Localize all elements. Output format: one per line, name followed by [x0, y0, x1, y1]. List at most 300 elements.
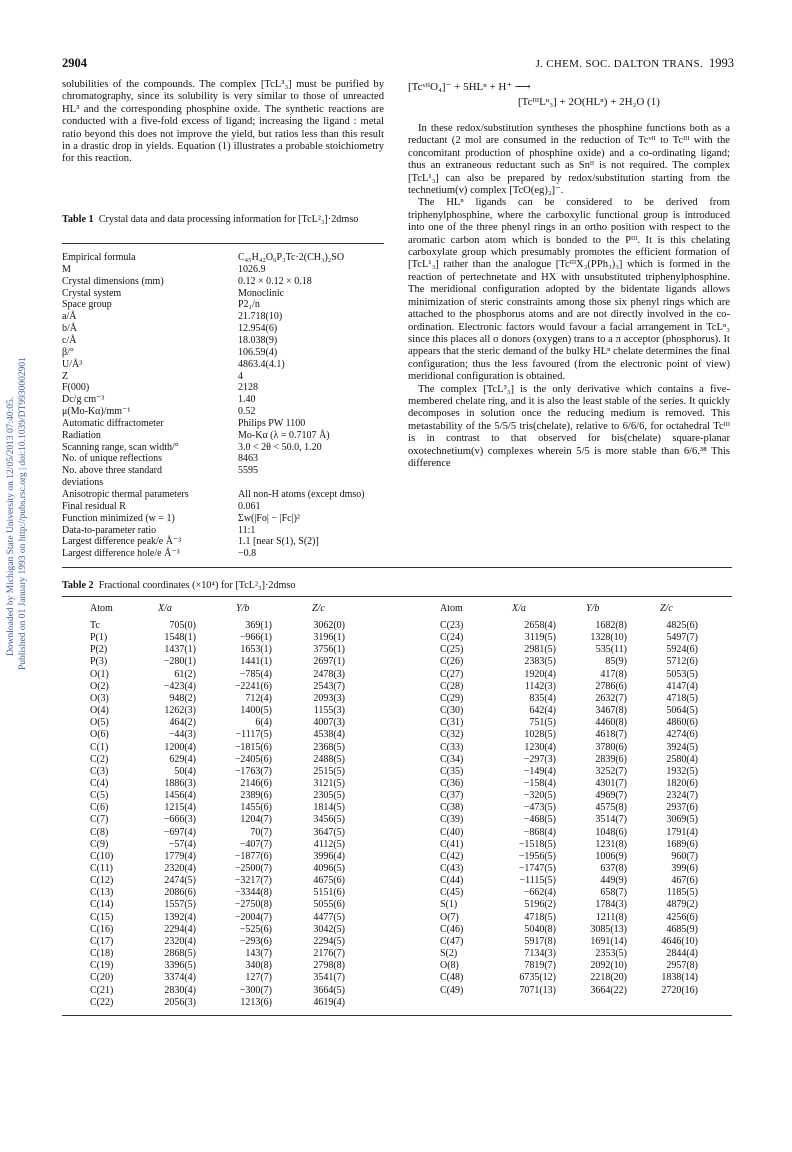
coord-x: −697(4) [163, 826, 196, 838]
body-paragraph: In these redox/substitution syntheses the phosphine functions both as a reductant (2 mol are consumed in the reduction of Tcᵛᴵᴵ to Tcᴵᴵᴵ with the concomitant production of phosphine oxide) and a co-ordinating ligand; thus an extraneous reductant such as Snᴵᴵ is not required. The complex [TcL¹₃] can also be prepared by redox/substitution starting from the technetium(v) complex [TcO(eg)₂]⁻. [408, 123, 730, 197]
table1-value: 11:1 [238, 524, 256, 536]
coord-y: −407(7) [239, 838, 272, 850]
coord-y: 3780(6) [595, 741, 627, 753]
atom-label: C(24) [440, 632, 464, 644]
coord-y: −293(6) [239, 935, 272, 947]
table1-key: Space group [62, 299, 112, 311]
coord-x: 7071(13) [519, 984, 556, 996]
coord-x: 705(0) [169, 620, 196, 631]
table1-value: −0.8 [238, 548, 257, 560]
coord-z: 3996(4) [313, 850, 345, 862]
coord-y: 2632(7) [595, 692, 627, 704]
coord-x: −1747(5) [518, 863, 556, 874]
table1-value: 0.12 × 0.12 × 0.18 [238, 275, 312, 287]
atom-label: C(45) [440, 887, 464, 899]
coord-y: 4460(8) [595, 717, 627, 729]
table1-key: Anisotropic thermal parameters [62, 489, 189, 500]
coord-z: 1185(5) [666, 887, 698, 899]
table1-key: Automatic diffractometer [62, 417, 164, 429]
coord-x: −423(4) [163, 680, 196, 692]
table1-key: Data-to-parameter ratio [62, 524, 157, 536]
coord-z: 4147(4) [666, 680, 698, 692]
coord-z: 4619(4) [313, 996, 345, 1008]
coord-z: 2478(3) [313, 668, 345, 680]
coord-x: −44(3) [168, 729, 196, 741]
table1-key: Largest difference hole/e Å⁻³ [62, 548, 180, 560]
coord-z: 3196(1) [313, 632, 345, 644]
coord-x: 629(4) [169, 753, 196, 765]
coord-y: 1455(6) [240, 802, 272, 814]
coord-y: 3085(13) [590, 923, 627, 935]
coord-z: 2957(8) [666, 960, 698, 972]
atom-label: S(1) [440, 899, 458, 911]
coord-x: 3396(5) [164, 960, 196, 972]
table1-key: No. of unique reflections [62, 453, 162, 465]
atom-label: S(2) [440, 948, 458, 960]
coord-z: 5064(5) [666, 705, 698, 717]
table1-caption-text: Crystal data and data processing information for [TcL²₃]·2dmso [98, 214, 359, 225]
table1-key: Z [62, 370, 69, 382]
coord-y: 1048(6) [595, 826, 627, 838]
atom-label: C(21) [90, 984, 114, 996]
atom-label: C(11) [90, 863, 113, 874]
table1-key: β/° [62, 346, 74, 358]
atom-label: C(3) [90, 765, 109, 777]
atom-label: C(20) [90, 972, 114, 984]
table2-caption-text: Fractional coordinates (×10⁴) for [TcL²₃]·2dmso [98, 580, 296, 591]
coord-y: −1117(5) [235, 729, 272, 741]
table1-value: 4 [238, 370, 243, 382]
coord-x: 2294(4) [164, 923, 196, 935]
coord-z: 5712(6) [666, 656, 698, 668]
coord-y: 143(7) [245, 948, 272, 960]
coord-y: 4301(7) [595, 777, 627, 789]
atom-label: C(37) [440, 790, 464, 802]
atom-label: C(19) [90, 960, 114, 972]
coord-z: 3062(0) [313, 620, 345, 631]
coord-y: 1328(10) [590, 632, 627, 644]
coord-z: 1689(6) [666, 838, 698, 850]
coord-z: 5924(6) [666, 644, 698, 656]
coord-y: −1763(7) [234, 765, 272, 777]
coord-x: 464(2) [169, 717, 196, 729]
atom-label: C(31) [440, 717, 464, 729]
atom-label: C(28) [440, 680, 464, 692]
coord-x: 1557(5) [164, 899, 196, 911]
coord-z: 3924(5) [666, 741, 698, 753]
coord-x: 835(4) [529, 692, 556, 704]
coord-z: 4825(6) [666, 620, 698, 631]
coord-x: 4718(5) [524, 911, 556, 923]
coord-z: 2515(5) [313, 765, 345, 777]
coord-y: −300(7) [239, 984, 272, 996]
coord-y: 658(7) [600, 887, 627, 899]
coord-z: 1838(14) [661, 972, 698, 984]
coord-y: 535(11) [595, 644, 627, 656]
equation-line1: [TcᵛᴵᴵO₄]⁻ + 5HLⁿ + H⁺ ⟶ [408, 81, 531, 93]
coord-y: 1682(8) [595, 620, 627, 631]
coord-x: 1548(1) [164, 632, 196, 644]
table1-key: Scanning range, scan width/° [62, 441, 179, 453]
coord-x: 1262(3) [164, 705, 196, 717]
atom-label: O(1) [90, 668, 109, 680]
coord-z: 4096(5) [313, 863, 345, 874]
coord-z: 4879(2) [666, 899, 698, 911]
coord-x: 1437(1) [164, 644, 196, 656]
coord-z: 3042(5) [313, 923, 345, 935]
coord-x: 1028(5) [524, 729, 556, 741]
coord-y: −1815(6) [234, 741, 272, 753]
publication-notice-line: Published on 01 January 1993 on http://pubs.rsc.org | doi:10.1039/DT9930002901 [18, 357, 28, 670]
table1-value: 1026.9 [238, 263, 266, 275]
atom-label: P(1) [90, 632, 108, 644]
column-header-atom: Atom [440, 603, 463, 614]
coord-y: 449(9) [600, 875, 627, 887]
atom-label: C(36) [440, 777, 464, 789]
table1-key: Dc/g cm⁻³ [62, 394, 105, 406]
coord-y: 1784(3) [595, 899, 627, 911]
column-header-zc: Z/c [312, 603, 325, 614]
coord-z: 2176(7) [313, 948, 345, 960]
atom-label: O(5) [90, 717, 109, 729]
column-header-yb: Y/b [236, 603, 250, 614]
coord-z: 4112(5) [313, 838, 345, 850]
coord-z: 4538(4) [313, 729, 345, 741]
atom-label: C(5) [90, 790, 109, 802]
table1-key: Radiation [62, 429, 101, 441]
coord-x: 2383(5) [524, 656, 556, 668]
table1-value: 0.52 [238, 406, 256, 418]
coord-x: −57(4) [168, 838, 196, 850]
table1-key: Function minimized (w = 1) [62, 512, 175, 524]
coord-y: −2241(6) [234, 680, 272, 692]
coord-y: 712(4) [245, 692, 272, 704]
atom-label: O(8) [440, 960, 459, 972]
coord-z: 3121(5) [313, 777, 345, 789]
coord-y: 1231(8) [595, 838, 627, 850]
coord-x: 751(5) [529, 717, 556, 729]
coord-z: 2093(3) [313, 692, 345, 704]
coord-x: −666(3) [163, 814, 196, 826]
coord-y: 2092(10) [590, 960, 627, 972]
coord-z: 4007(3) [313, 717, 345, 729]
atom-label: C(17) [90, 935, 114, 947]
coord-y: 1400(5) [240, 705, 272, 717]
table2-label: Table 2 [62, 580, 94, 591]
table1-value: 0.061 [238, 500, 261, 512]
column-header-xa: X/a [512, 603, 526, 614]
table1-value: 5595 [238, 465, 258, 477]
table1-value: Philips PW 1100 [238, 417, 306, 429]
coord-y: 127(7) [245, 972, 272, 984]
table1-value: 2128 [238, 382, 258, 394]
atom-label: O(4) [90, 705, 109, 717]
table1-key: Crystal system [62, 287, 122, 299]
atom-label: C(16) [90, 923, 114, 935]
table1-key: Crystal dimensions (mm) [62, 275, 164, 287]
coord-y: 2786(6) [595, 680, 627, 692]
coord-x: −662(4) [523, 887, 556, 899]
table1-key: a/Å [62, 311, 77, 323]
coord-z: 2580(4) [666, 753, 698, 765]
atom-label: C(43) [440, 863, 464, 874]
journal-year: 1993 [709, 56, 734, 70]
coord-x: 5040(8) [524, 923, 556, 935]
coord-x: −468(5) [523, 814, 556, 826]
coord-z: 399(6) [671, 863, 698, 874]
coord-z: 2798(8) [313, 960, 345, 972]
atom-label: C(33) [440, 741, 464, 753]
table1-key: M [62, 263, 71, 275]
atom-label: C(40) [440, 826, 464, 838]
body-paragraph: solubilities of the compounds. The complex [TcL³₃] must be purified by chromatography, since its solubility is very similar to those of unreacted HL³ and the corresponding phosphine oxide. The synthetic reactions are conducted with a five-fold excess of ligand; increasing the ligand : metal ratio beyond this does not improve the yield, but ratios less than this result in a drastic drop in yields. Equation (1) illustrates a probable stoichiometry for this reaction. [62, 79, 384, 165]
coord-y: 3252(7) [595, 765, 627, 777]
coord-x: −1115(5) [519, 875, 556, 887]
coord-z: 5055(6) [313, 899, 345, 911]
table1-value: Mo-Kα (λ = 0.7107 Å) [238, 429, 330, 441]
coord-z: 2488(5) [313, 753, 345, 765]
coord-y: 3467(8) [595, 705, 627, 717]
table1-value: Σw(|Fo| − |Fc|)² [238, 512, 300, 524]
coord-z: 2324(7) [666, 790, 698, 802]
atom-label: C(46) [440, 923, 464, 935]
coord-z: 2937(6) [666, 802, 698, 814]
equation-line2: [TcᴵᴵᴵLⁿ₃] + 2O(HLⁿ) + 2H₂O (1) [518, 96, 660, 108]
atom-label: C(47) [440, 935, 464, 947]
coord-y: 1691(14) [590, 935, 627, 947]
coord-y: 340(8) [245, 960, 272, 972]
coord-x: 6735(12) [519, 972, 556, 984]
atom-label: C(12) [90, 875, 114, 887]
coord-y: 637(8) [600, 863, 627, 874]
coord-z: 1932(5) [666, 765, 698, 777]
column-header-yb: Y/b [586, 603, 600, 614]
coord-x: −297(3) [523, 753, 556, 765]
atom-label: C(7) [90, 814, 109, 826]
coord-y: −2004(7) [234, 911, 272, 923]
atom-label: O(6) [90, 729, 109, 741]
table1-value: All non-H atoms (except dmso) [238, 489, 365, 500]
coord-y: 2389(6) [240, 790, 272, 802]
coord-z: 2294(5) [313, 935, 345, 947]
table1-value: Monoclinic [238, 287, 285, 299]
atom-label: C(38) [440, 802, 464, 814]
table1-key: Final residual R [62, 500, 126, 512]
coord-y: −2500(7) [234, 863, 272, 874]
table1-key: U/Å³ [62, 358, 83, 370]
atom-label: C(44) [440, 875, 464, 887]
table1-value: 1.1 [near S(1), S(2)] [238, 536, 319, 548]
coord-x: 2320(4) [164, 863, 196, 874]
coord-x: 1230(4) [524, 741, 556, 753]
coord-z: 4860(6) [666, 717, 698, 729]
coord-x: 3119(5) [524, 632, 556, 644]
column-header-xa: X/a [158, 603, 172, 614]
coord-z: 3664(5) [313, 984, 345, 996]
coord-z: 4646(10) [661, 935, 698, 947]
table1-value: 21.718(10) [238, 311, 283, 323]
atom-label: C(42) [440, 850, 464, 862]
coord-x: −149(4) [523, 765, 556, 777]
table1-key: μ(Mo-Kα)/mm⁻¹ [62, 406, 131, 418]
coord-z: 4675(6) [313, 875, 345, 887]
coord-y: 1204(7) [240, 814, 272, 826]
atom-label: C(10) [90, 850, 114, 862]
coord-x: 7134(3) [524, 948, 556, 960]
coord-x: 61(2) [174, 668, 196, 680]
coord-y: 2353(5) [595, 948, 627, 960]
atom-label: C(35) [440, 765, 464, 777]
coord-y: 70(7) [250, 826, 272, 838]
coord-x: −1518(5) [518, 838, 556, 850]
atom-label: C(14) [90, 899, 114, 911]
coord-x: 1200(4) [164, 741, 196, 753]
coord-z: 467(6) [671, 875, 698, 887]
table1-key: F(000) [62, 382, 90, 394]
coord-x: −320(5) [523, 790, 556, 802]
coord-x: 1456(4) [164, 790, 196, 802]
coord-x: 5917(8) [524, 935, 556, 947]
coord-x: 2474(5) [164, 875, 196, 887]
coord-y: 1213(6) [240, 996, 272, 1008]
table1-value: 1.40 [238, 394, 256, 406]
coord-x: 642(4) [529, 705, 556, 717]
coord-x: 5196(2) [524, 899, 556, 911]
coord-x: 948(2) [169, 692, 196, 704]
atom-label: C(22) [90, 996, 114, 1008]
coord-z: 4477(5) [313, 911, 345, 923]
atom-label: C(27) [440, 668, 464, 680]
coord-y: 1006(9) [595, 850, 627, 862]
coord-y: −785(4) [239, 668, 272, 680]
page-number: 2904 [62, 56, 87, 70]
coord-y: 4618(7) [595, 729, 627, 741]
coord-z: 2543(7) [313, 680, 345, 692]
atom-label: C(25) [440, 644, 464, 656]
coord-z: 3069(5) [666, 814, 698, 826]
table1-value: 4863.4(4.1) [238, 358, 285, 370]
table1-key: c/Å [62, 334, 77, 346]
coord-x: 1779(4) [164, 850, 196, 862]
column-header-zc: Z/c [660, 603, 673, 614]
coord-z: 3756(1) [313, 644, 345, 656]
coord-y: 3664(22) [590, 984, 627, 996]
atom-label: C(6) [90, 802, 109, 814]
coord-x: 50(4) [174, 765, 196, 777]
coord-z: 1820(6) [666, 777, 698, 789]
coord-z: 2368(5) [313, 741, 345, 753]
coord-x: −158(4) [523, 777, 556, 789]
coord-x: 1392(4) [164, 911, 196, 923]
table1-key: b/Å [62, 323, 77, 335]
atom-label: C(23) [440, 620, 464, 631]
coord-z: 5053(5) [666, 668, 698, 680]
atom-label: C(1) [90, 741, 109, 753]
coord-y: 1653(1) [240, 644, 272, 656]
atom-label: O(7) [440, 911, 459, 923]
coord-y: 369(1) [245, 620, 272, 631]
coord-y: 85(9) [605, 656, 627, 668]
atom-label: O(2) [90, 680, 109, 692]
coord-y: −525(6) [239, 923, 272, 935]
coord-z: 2844(4) [666, 948, 698, 960]
table2-bottom-rule [62, 1015, 732, 1016]
table1-label: Table 1 [62, 214, 94, 225]
atom-label: C(18) [90, 948, 114, 960]
coord-z: 1814(5) [313, 802, 345, 814]
table1-key: Largest difference peak/e Å⁻³ [62, 536, 182, 548]
coord-x: 2658(4) [524, 620, 556, 631]
atom-label: C(49) [440, 984, 464, 996]
coord-x: 1920(4) [524, 668, 556, 680]
coord-y: −3344(8) [234, 887, 272, 899]
coord-z: 5151(6) [313, 887, 345, 899]
atom-label: C(26) [440, 656, 464, 668]
table1-value: 18.038(9) [238, 334, 278, 346]
coord-x: −1956(5) [518, 850, 556, 862]
body-paragraph: The complex [TcL³₃] is the only derivative which contains a five-membered chelate ring, and it is also the least stable of the series. It quickly decomposes in solution once the reducing medium is removed. This metastability of the 5/5/5 tris(chelate), relative to 6/6/6, for octahedral Tcᴵᴵᴵ is in contrast to that observed for bis(chelate) square-planar oxotechnetium(v) complexes wherein 5/5 is more stable than 6/6.³⁸ This difference [408, 383, 730, 469]
coord-z: 3541(7) [313, 972, 345, 984]
coord-y: 4969(7) [595, 790, 627, 802]
coord-z: 2697(1) [313, 656, 345, 668]
journal-name: J. CHEM. SOC. DALTON TRANS. [535, 58, 703, 70]
atom-label: C(30) [440, 705, 464, 717]
atom-label: C(15) [90, 911, 114, 923]
coord-y: −966(1) [239, 632, 272, 644]
body-paragraph: The HLⁿ ligands can be considered to be derived from triphenylphosphine, where the carboxylic functional group is introduced into one of the three phenyl rings in an ortho position with respect to the aromatic carbon atom which is bonded to the Pᴵᴵᴵ. It is this chelating carboxylate group which presumably promotes the efficient formation of [TcL¹₃] rather than the analogue [TcᴵᴵᴵX₃(PPh₃)₃] which is formed in the reaction of pertechnetate and HX with unsubstituted triphenylphosphine. The meridional configuration adopted by the bidentate ligands allows minimization of steric constraints among those six phenyl rings which are attached to the phosphorus atoms and are not directly involved in the co-ordination. Electronic factors would favour a facial arrangement in TcLⁿ₃ since this places all σ donors (oxygen) trans to a π acceptor (phosphorus). It appears that the steric demand of the bulky HLⁿ chelate determines the final configuration; thus the less favoured (from the electronic point of view) meridional configuration is obtained. [408, 197, 730, 383]
table1-key: deviations [62, 477, 104, 489]
coord-z: 3647(5) [313, 826, 345, 838]
coord-z: 4256(6) [666, 911, 698, 923]
coord-x: 7819(7) [524, 960, 556, 972]
atom-label: C(34) [440, 753, 464, 765]
atom-label: Tc [90, 620, 100, 631]
coord-z: 1791(4) [666, 826, 698, 838]
table1-value: P2₁/n [238, 299, 260, 311]
table1-value: C₄₅H₄₂O₆P₃Tc·2(CH₃)₂SO [238, 252, 345, 263]
coord-y: 1211(8) [595, 911, 627, 923]
coord-x: 2981(5) [524, 644, 556, 656]
coord-z: 4685(9) [666, 923, 698, 935]
coord-x: 3374(4) [164, 972, 196, 984]
coord-y: 1441(1) [240, 656, 272, 668]
coord-x: 2868(5) [164, 948, 196, 960]
download-notice-line: Downloaded by Michigan State University on 12/05/2013 07:40:05. [6, 396, 16, 656]
atom-label: C(8) [90, 826, 109, 838]
atom-label: C(2) [90, 753, 109, 765]
coord-z: 960(7) [671, 850, 698, 862]
coord-y: −2405(6) [234, 753, 272, 765]
atom-label: C(48) [440, 972, 464, 984]
atom-label: P(3) [90, 656, 108, 668]
coord-z: 4274(6) [666, 729, 698, 741]
coord-y: 2146(6) [240, 777, 272, 789]
coord-x: 2830(4) [164, 984, 196, 996]
coord-z: 4718(5) [666, 692, 698, 704]
coord-z: 2720(16) [661, 984, 698, 996]
table1-value: 106.59(4) [238, 346, 278, 358]
table1-key: No. above three standard [62, 465, 162, 477]
coord-x: −473(5) [523, 802, 556, 814]
atom-label: P(2) [90, 644, 108, 656]
coord-y: 3514(7) [595, 814, 627, 826]
coord-x: −280(1) [163, 656, 196, 668]
atom-label: C(41) [440, 838, 464, 850]
coord-y: 2218(20) [590, 972, 627, 984]
table1-key: Empirical formula [62, 252, 136, 263]
table1-value: 3.0 < 2θ < 50.0, 1.20 [238, 441, 322, 453]
coord-y: −1877(6) [234, 850, 272, 862]
